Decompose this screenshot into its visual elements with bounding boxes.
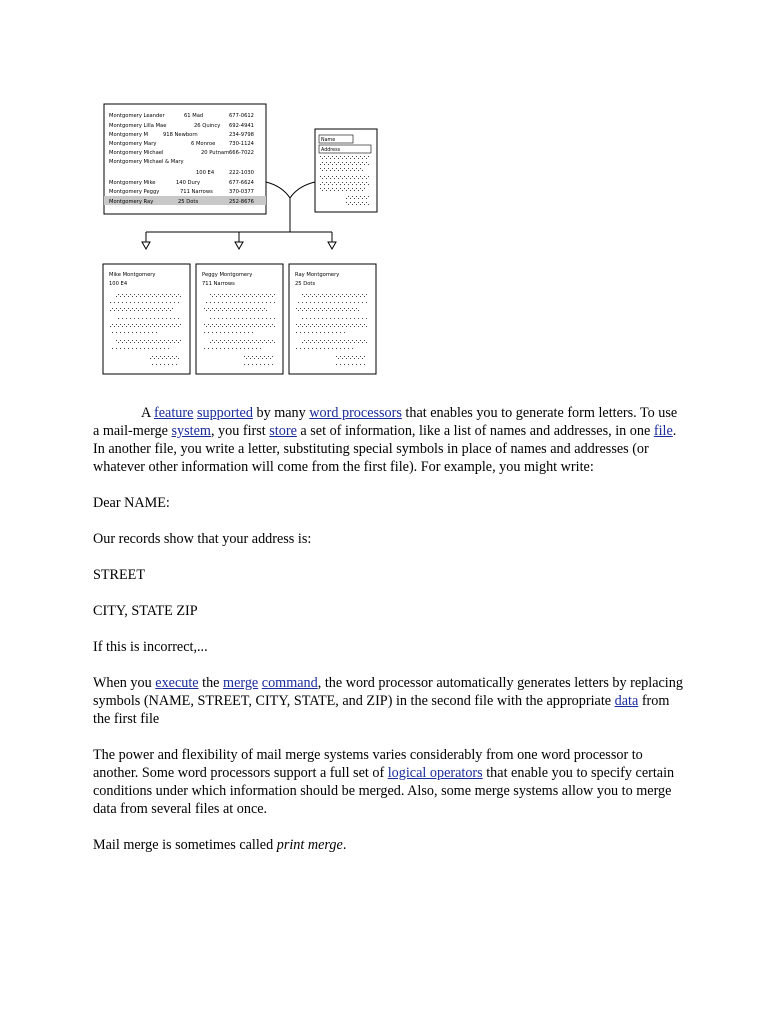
merged-letter [196, 264, 283, 374]
link-execute[interactable]: execute [155, 675, 199, 691]
mail-merge-diagram [98, 98, 382, 380]
link-system[interactable]: system [171, 423, 211, 439]
link-logical-operators[interactable]: logical operators [387, 765, 483, 781]
source-data-file [104, 104, 266, 214]
source-row-name: Montgomery M [109, 132, 149, 138]
power-flexibility-paragraph: The power and flexibility of mail merge systems varies considerably from one word processor to another. Some word processors support a full set of logical operators that enable you to specify certain conditions under which information should be merged. Also, some merge systems allow you to merge data from several files at once. [93, 747, 675, 817]
source-row-name: Montgomery Lilla Mae [109, 123, 167, 129]
source-row-name: Montgomery Leander [109, 113, 165, 119]
letter-name: Mike Montgomery [109, 272, 156, 278]
source-row-phone: 234-9798 [229, 132, 254, 138]
source-row-address: 711 Narrows [180, 189, 213, 195]
document-body [93, 404, 683, 872]
source-row-address: 20 Putnam [201, 150, 230, 156]
source-row-name: Montgomery Michael [109, 150, 164, 156]
source-row-name: Montgomery Ray [109, 199, 154, 205]
source-row-phone: 677-6624 [229, 180, 254, 186]
link-word-processors[interactable]: word processors [309, 405, 402, 421]
letter-street: 25 Dots [295, 281, 316, 287]
source-row-name: Montgomery Mike [109, 180, 156, 186]
example-incorrect-line: If this is incorrect,... [93, 639, 208, 655]
letter-street: 711 Narrows [202, 281, 235, 287]
merged-letter [103, 264, 190, 374]
source-row-address: 26 Quincy [194, 123, 221, 129]
letter-name: Ray Montgomery [295, 272, 340, 278]
template-name-label: Name [321, 138, 336, 143]
source-row-address: 918 Newborn [163, 132, 198, 138]
link-file[interactable]: file [653, 423, 673, 439]
intro-paragraph: A feature supported by many word processors that enables you to generate form letters. To use a mail-merge system, you first store a set of information, like a list of names and addresses, in one file. In another file, you write a letter, substituting special symbols in place of names and addresses (or whatever other information will come from the first file). For example, you might write: [93, 405, 678, 475]
example-city-state-zip: CITY, STATE ZIP [93, 603, 198, 619]
link-merge[interactable]: merge [223, 675, 259, 691]
source-row-phone: 222-1030 [229, 170, 254, 176]
link-store[interactable]: store [269, 423, 297, 439]
link-feature[interactable]: feature [154, 405, 194, 421]
source-row-address: 25 Dots [178, 199, 199, 205]
link-data[interactable]: data [614, 693, 639, 709]
link-supported[interactable]: supported [196, 405, 253, 421]
print-merge-paragraph: Mail merge is sometimes called print merge. [93, 837, 347, 853]
merged-letter [289, 264, 376, 374]
example-salutation: Dear NAME: [93, 495, 170, 511]
example-records-line: Our records show that your address is: [93, 531, 312, 547]
source-row-phone: 666-7022 [229, 150, 254, 156]
print-merge-term: print merge [276, 837, 343, 853]
letter-name: Peggy Montgomery [202, 272, 253, 278]
source-row-phone: 692-4941 [229, 123, 254, 129]
link-command[interactable]: command [261, 675, 318, 691]
example-street: STREET [93, 567, 146, 583]
source-row-name: Montgomery Michael & Mary [109, 159, 184, 165]
source-row-phone: 730-1124 [229, 141, 254, 147]
source-row-phone: 370-0377 [229, 189, 254, 195]
source-row-name: Montgomery Mary [109, 141, 157, 147]
template-letter-file [315, 129, 377, 212]
source-row-name: Montgomery Peggy [109, 189, 160, 195]
source-row-address: 6 Monroe [191, 141, 216, 147]
source-row-phone: 252-8676 [229, 199, 254, 205]
source-row-address: 100 E4 [196, 170, 215, 176]
source-row-phone: 677-0612 [229, 113, 254, 119]
source-row-address: 61 Mad [184, 113, 204, 119]
source-row-address: 140 Dury [176, 180, 201, 186]
letter-street: 100 E4 [109, 281, 128, 287]
merge-explanation-paragraph: When you execute the merge command, the word processor automatically generates letters by replacing symbols (NAME, STREET, CITY, STATE, and ZIP) in the second file with the appropriate data from the first file [93, 675, 683, 727]
template-address-label: Address [321, 148, 341, 153]
